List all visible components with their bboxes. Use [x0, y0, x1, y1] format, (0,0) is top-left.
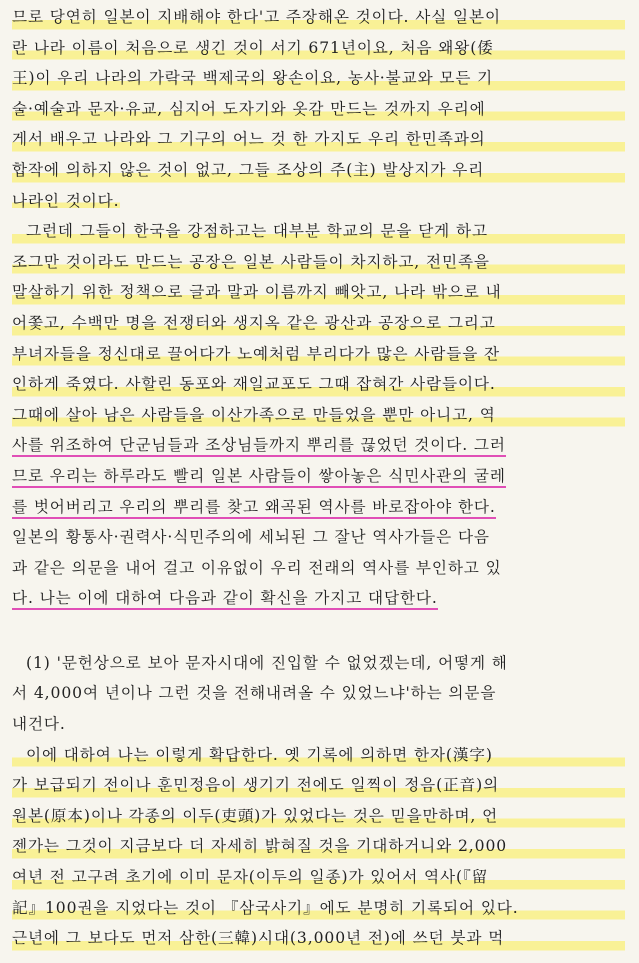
- text-line-7: [12, 186, 625, 217]
- text-line-4: 술·예술과 문자·유교, 심지어 도자기와 옷감 만드는 것까지 우리에: [12, 94, 625, 125]
- text-line-10: 말살하기 위한 정책으로 글과 말과 이름까지 빼앗고, 나라 밖으로 내: [12, 277, 625, 308]
- text-line-19: 과 같은 의문을 내어 걸고 이유없이 우리 전래의 역사를 부인하고 있: [12, 558, 502, 577]
- text-line-8: 그런데 그들이 한국을 강점하고는 대부분 학교의 문을 닫게 하고: [12, 216, 625, 247]
- text-line-16: [12, 461, 625, 492]
- text-line-7-text: 나라인 것이다.: [12, 191, 120, 210]
- paragraph-gap: [12, 614, 625, 648]
- text-line-15: [12, 430, 625, 461]
- text-line-23: 내건다.: [12, 715, 66, 734]
- text-line-11: 어쫓고, 수백만 명을 전쟁터와 생지옥 같은 광산과 공장으로 그리고: [12, 308, 625, 339]
- text-line-16-text: 므로 우리는 하루라도 빨리 일본 사람들이 쌓아놓은 식민사관의 굴레: [12, 467, 506, 488]
- text-line-22: 서 4,000여 년이나 그런 것을 전해내려올 수 있었느냐'하는 의문을: [12, 684, 497, 703]
- text-line-5: 게서 배우고 나라와 그 기구의 어느 것 한 가지도 우리 한민족과의: [12, 124, 625, 155]
- text-line-24: 이에 대하여 나는 이렇게 확답한다. 옛 기록에 의하면 한자(漢字): [12, 740, 625, 771]
- text-line-17: [12, 492, 625, 523]
- text-line-20-text: 다. 나는 이에 대하여 다음과 같이 확신을 가지고 대답한다.: [12, 589, 438, 610]
- text-line-2: 란 나라 이름이 처음으로 생긴 것이 서기 671년이요, 처음 왜왕(倭: [12, 33, 625, 64]
- text-line-27: 젠가는 그것이 지금보다 더 자세히 밝혀질 것을 기대하거니와 2,000: [12, 831, 625, 862]
- text-line-30: 근년에 그 보다도 먼저 삼한(三韓)시대(3,000년 전)에 쓰던 붓과 먹: [12, 923, 625, 954]
- text-line-28: 여년 전 고구려 초기에 이미 문자(이두의 일종)가 있어서 역사(『留: [12, 862, 625, 893]
- text-line-15-text: 사를 위조하여 단군님들과 조상님들까지 뿌리를 끊었던 것이다. 그러: [12, 436, 506, 457]
- text-line-13: 인하게 죽였다. 사할린 동포와 재일교포도 그때 잡혀간 사람들이다.: [12, 369, 625, 400]
- text-line-26: 원본(原本)이나 각종의 이두(吏頭)가 있었다는 것은 믿을만하며, 언: [12, 801, 625, 832]
- text-line-12: 부녀자들을 정신대로 끌어다가 노예처럼 부리다가 많은 사람들을 잔: [12, 339, 625, 370]
- text-line-9: 조그만 것이라도 만드는 공장은 일본 사람들이 차지하고, 전민족을: [12, 247, 625, 278]
- text-line-3: 王)이 우리 나라의 가락국 백제국의 왕손이요, 농사·불교와 모든 기: [12, 63, 625, 94]
- text-line-21: (1) '문헌상으로 보아 문자시대에 진입할 수 없었겠는데, 어떻게 해: [26, 653, 508, 672]
- text-line-14: 그때에 살아 남은 사람들을 이산가족으로 만들었을 뿐만 아니고, 역: [12, 400, 625, 431]
- text-line-1: 므로 당연히 일본이 지배해야 한다'고 주장해온 것이다. 사실 일본이: [12, 2, 625, 33]
- text-line-6: 합작에 의하지 않은 것이 없고, 그들 조상의 주(主) 발상지가 우리: [12, 155, 625, 186]
- text-line-20: [12, 583, 625, 614]
- text-line-29: 記』100권을 지었다는 것이 『삼국사기』에도 분명히 기록되어 있다.: [12, 893, 625, 924]
- text-line-17-text: 를 벗어버리고 우리의 뿌리를 찾고 왜곡된 역사를 바로잡아야 한다.: [12, 498, 496, 519]
- text-line-25: 가 보급되기 전이나 훈민정음이 생기기 전에도 일찍이 정음(正音)의: [12, 770, 625, 801]
- text-line-18: 일본의 황통사·권력사·식민주의에 세뇌된 그 잘난 역사가들은 다음: [12, 528, 490, 547]
